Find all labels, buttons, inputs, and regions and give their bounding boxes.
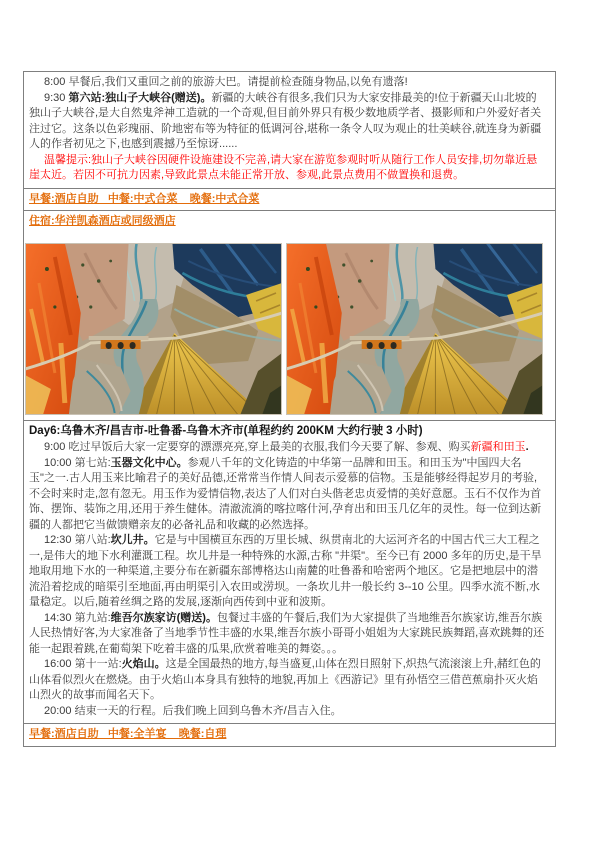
paragraph-0930-canyon (29, 91, 546, 153)
itinerary-table (23, 71, 556, 747)
day5-meals-row (24, 188, 555, 211)
period-text: . (525, 441, 529, 453)
morning-text: 9:00 吃过早饭后大家一定要穿的漂漂亮亮,穿上最美的衣服,我们今天要了解、参观、购买 (44, 441, 471, 453)
paragraph-0800: 8:00 早餐后,我们又重回之前的旅游大巴。请提前检查随身物品,以免有遗落! (44, 76, 408, 88)
paragraph-1600-flaming-mountain (29, 657, 546, 704)
canyon-photo-left (25, 243, 282, 415)
time-text: 14:30 第九站: (44, 611, 111, 624)
paragraph-1430-uyghur-visit (29, 611, 546, 658)
day5-activities-row (24, 72, 555, 188)
day6-meals: 早餐:酒店自助 中餐:全羊宴 晚餐:自理 (29, 728, 227, 740)
hetian-jade-highlight: 新疆和田玉 (470, 441, 526, 453)
station-11-title: 火焰山。 (121, 658, 166, 670)
station-8-title: 坎儿井。 (110, 534, 155, 546)
station-7-title: 玉器文化中心。 (110, 456, 188, 469)
day5-lodging: 住宿:华洋凯森酒店或同级酒店 (29, 215, 176, 227)
time-text: 9:30 (44, 91, 69, 104)
canyon-photo-right (286, 243, 543, 415)
warm-tip: 温馨提示:独山子大峡谷因硬件设施建设不完善,请大家在游览参观时听从随行工作人员安排,切勿靠近悬崖太近。若因不可抗力因素,导致此景点未能正常开放、参观,此景点费用不做置换和退费。 (29, 153, 538, 181)
time-text: 10:00 第七站: (44, 456, 111, 469)
paragraph-0900 (29, 440, 546, 456)
station-9-description: 包餐过丰盛的午餐后,我们为大家提供了当地维吾尔族家访,维吾尔族人民热情好客,为大家准备了当地季节性丰盛的水果,维吾尔族小哥哥小姐姐为大家跳民族舞蹈,喜欢跳舞的还能一起跟着跳,在葡萄架下吃着丰盛的瓜果,欣赏着唯美的舞姿。。。 (29, 611, 545, 655)
day5-meals: 早餐:酒店自助 中餐:中式合菜 晚餐:中式合菜 (29, 192, 260, 205)
station-8-description: 它是与中国横亘东西的万里长城、纵贯南北的大运河齐名的中国古代三大工程之一,是伟大的地下水利灌溉工程。坎儿井是一种特殊的水源,古称 "井渠"。至今已有 2000 多年的历史,是干旱地取用地下水的一种渠道,主要分布在新疆东部博格达山南麓的吐鲁番和哈密两个地区。它是把地层中的潜流沿着挖成的暗渠引至地面,再由明渠引入农田或涝坝。一条坎儿井一般长约 3--10 公里。四季水流不断,水量稳定。以后,随着丝绸之路的发展,逐渐向西传到中亚和波斯。 (29, 534, 542, 608)
paragraph-1230-karez (29, 533, 546, 611)
paragraph-2000-end: 20:00 结束一天的行程。后我们晚上回到乌鲁木齐/昌吉入住。 (44, 704, 342, 717)
station-6-description: 新疆的大峡谷有很多,我们只为大家安排最美的!位于新疆天山北坡的独山子大峡谷,是大自然鬼斧神工造就的一个奇观,但目前外界只有极少数地质学者、摄影师和户外爱好者关注过它。这条以色彩瑰丽、阶地密布等为特征的低调河谷,堪称一条令人叹为观止的壮美峡谷,就连身为新疆人的作者初见之下,也感到震撼乃至惊讶...... (29, 91, 542, 150)
day6-section-row (24, 420, 555, 724)
station-9-title: 维吾尔族家访(赠送)。 (110, 611, 217, 624)
time-text: 16:00 第十一站: (44, 658, 122, 670)
station-6-title: 第六站:独山子大峡谷(赠送)。 (68, 91, 212, 104)
canyon-photos (25, 243, 546, 415)
time-text: 12:30 第八站: (44, 534, 111, 546)
station-11-description: 这是全国最热的地方,每当盛夏,山体在烈日照射下,炽热气流滚滚上升,赭红色的山体看似烈火在燃烧。由于火焰山本身具有独特的地貌,再加上《西游记》里有孙悟空三借芭蕉扇扑灭火焰山烈火的故事而闻名天下。 (29, 658, 541, 701)
day5-lodging-row (24, 210, 555, 420)
paragraph-1000-jade-center (29, 456, 546, 534)
station-7-description: 参观八千年的文化铸造的中华第一品牌和田玉。和田玉为"中国四大名玉"之一.古人用玉来比喻君子的美好品德,还常常当作情人间表示爱慕的信物。玉是能够经得起岁月的考验,不会时来时走,忽有忽无。用玉作为爱情信物,表达了人们对白头偕老忠贞爱情的美好意愿。玉石不仅作为首饰、摆饰、装饰之用,还用于养生健体。清澈流淌的喀拉喀什河,孕育出和田玉几亿年的灵性。每一位到达新疆的人都把它当做馈赠亲友的必备礼品和收藏的必然选择。 (29, 456, 542, 531)
day6-header: Day6:乌鲁木齐/昌吉市-吐鲁番-乌鲁木齐市(单程约约 200KM 大约行驶 3 小时) (29, 424, 423, 437)
day6-meals-row (24, 723, 555, 746)
